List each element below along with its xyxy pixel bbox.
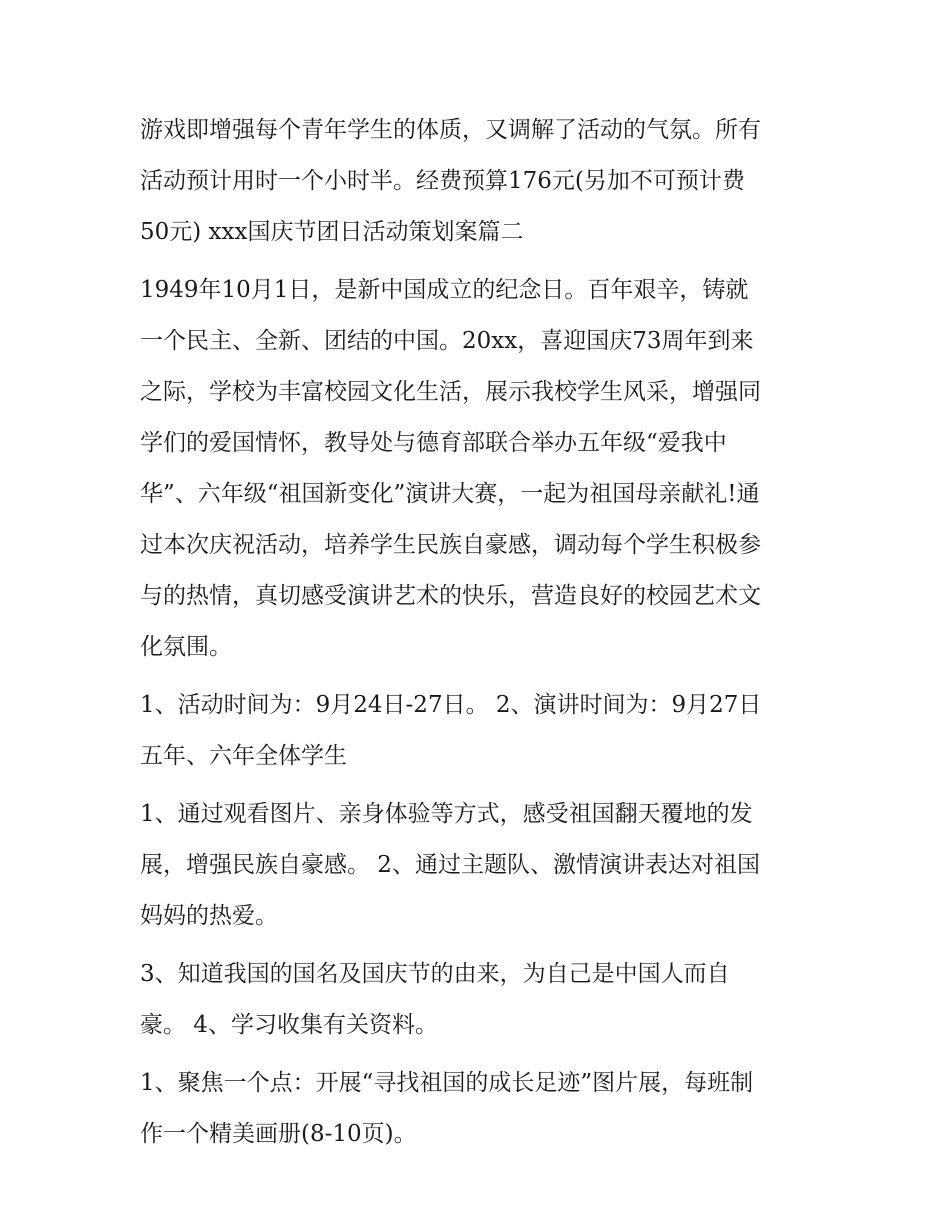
paragraph-goals xyxy=(140,789,820,942)
text-line: 与的热情，真切感受演讲艺术的快乐，营造良好的校园艺术文 xyxy=(140,583,761,609)
text-line: 化氛围。 xyxy=(140,634,232,660)
text-line: 作一个精美画册(8-10页)。 xyxy=(140,1121,417,1147)
text-line: 展，增强民族自豪感。 2、通过主题队、激情演讲表达对祖国 xyxy=(140,852,760,878)
text-line: 1949年10月1日，是新中国成立的纪念日。百年艰辛，铸就 xyxy=(140,277,749,303)
text-line: 1、通过观看图片、亲身体验等方式，感受祖国翻天覆地的发 xyxy=(140,801,753,827)
text-line: 学们的爱国情怀，教导处与德育部联合举办五年级“爱我中 xyxy=(140,430,727,456)
text-line: 1、聚焦一个点：开展“寻找祖国的成长足迹”图片展，每班制 xyxy=(140,1070,754,1096)
text-line: 之际，学校为丰富校园文化生活，展示我校学生风采，增强同 xyxy=(140,379,761,405)
document-body xyxy=(140,105,820,1167)
paragraph-activity-summary xyxy=(140,105,820,258)
text-line: 豪。 4、学习收集有关资料。 xyxy=(140,1012,438,1038)
paragraph-goals-continued xyxy=(140,949,820,1051)
text-line: 活动预计用时一个小时半。经费预算176元(另加不可预计费 xyxy=(140,168,745,194)
text-line: 50元) xxx国庆节团日活动策划案篇二 xyxy=(140,219,524,245)
paragraph-introduction xyxy=(140,265,820,673)
paragraph-schedule xyxy=(140,680,820,782)
paragraph-activities xyxy=(140,1058,820,1160)
text-line: 1、活动时间为：9月24日-27日。 2、演讲时间为：9月27日 xyxy=(140,692,762,718)
text-line: 一个民主、全新、团结的中国。20xx，喜迎国庆73周年到来 xyxy=(140,328,754,354)
text-line: 妈妈的热爱。 xyxy=(140,903,278,929)
text-line: 过本次庆祝活动，培养学生民族自豪感，调动每个学生积极参 xyxy=(140,532,761,558)
text-line: 五年、六年全体学生 xyxy=(140,743,347,769)
text-line: 华”、六年级“祖国新变化”演讲大赛，一起为祖国母亲献礼!通 xyxy=(140,481,760,507)
text-line: 3、知道我国的国名及国庆节的由来，为自己是中国人而自 xyxy=(140,961,730,987)
text-line: 游戏即增强每个青年学生的体质，又调解了活动的气氛。所有 xyxy=(140,117,761,143)
